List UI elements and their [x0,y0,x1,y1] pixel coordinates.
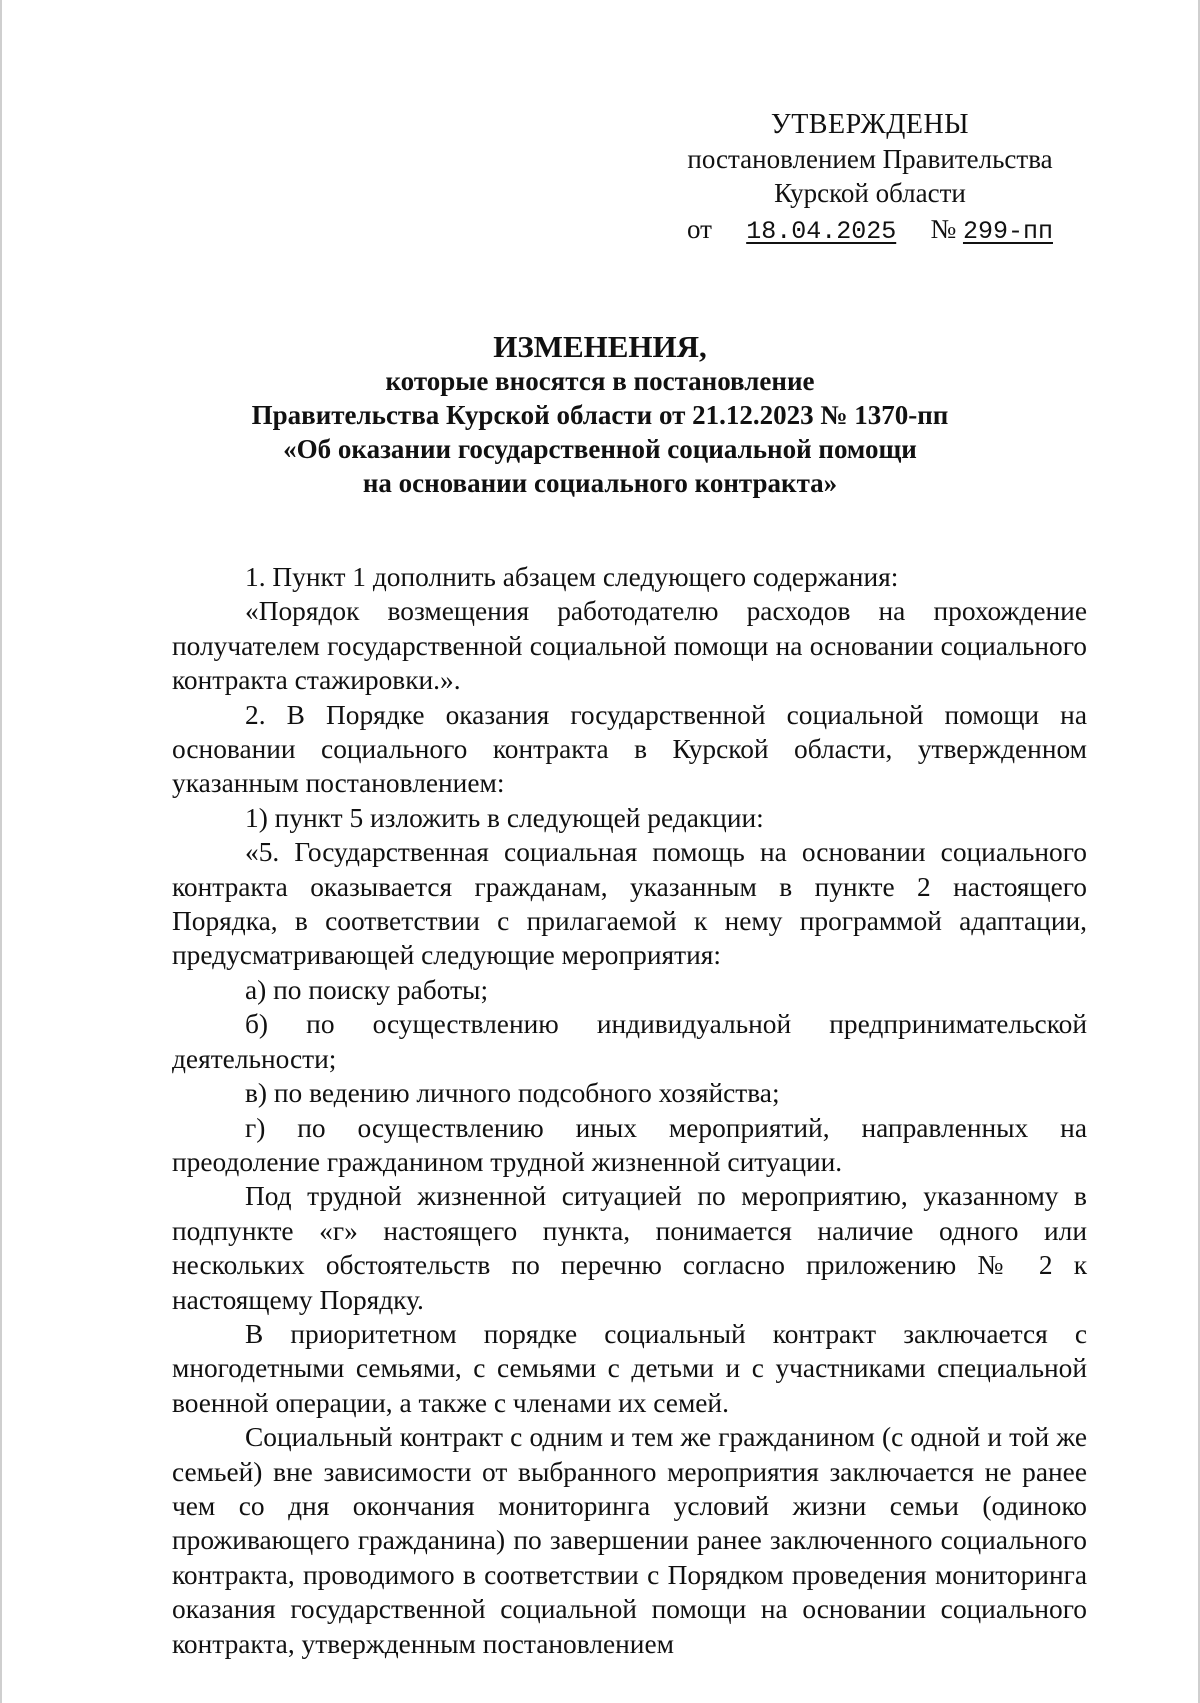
document-heading: ИЗМЕНЕНИЯ, [493,329,707,364]
approval-date-line [660,212,1080,249]
body-paragraph: в) по ведению личного подсобного хозяйства; [245,1078,780,1109]
title-line-4: на основании социального контракта» [362,468,838,498]
body-paragraph: 2. В Порядке оказания государственной социальной помощи на основании социального контракта в Курской области, утвержденном указанным постановлением: [172,699,1087,799]
date-prefix: от [687,214,712,244]
body-paragraph: 1) пункт 5 изложить в следующей редакции: [245,802,764,833]
body-paragraph: г) по осуществлению иных мероприятий, направленных на преодоление гражданином трудной жизненной ситуации. [172,1112,1087,1177]
approval-title: УТВЕРЖДЕНЫ [770,109,970,140]
page-left-edge [0,0,2,1703]
approval-date: 18.04.2025 [746,217,897,246]
body-paragraph: «5. Государственная социальная помощь на основании социального контракта оказывается гражданам, указанным в пункте 2 настоящего Порядка, в соответствии с прилагаемой к нему программой адаптации, предусматривающей следующие мероприятия: [172,837,1087,971]
body-paragraph: 1. Пункт 1 дополнить абзацем следующего содержания: [245,562,899,592]
body-paragraph: а) по поиску работы; [245,974,489,1005]
document-title-block [150,330,1050,500]
body-paragraph: б) по осуществлению индивидуальной предпринимательской деятельности; [172,1009,1087,1074]
body-paragraph: «Порядок возмещения работодателю расходов на прохождение получателем государственной социальной помощи на основании социального контракта стажировки.». [172,596,1087,696]
body-paragraph: В приоритетном порядке социальный контракт заключается с многодетными семьями, с семьями с детьми и с участниками специальной военной операции, а также с членами их семей. [172,1318,1087,1418]
title-line-1: которые вносятся в постановление [385,366,815,396]
approval-number: 299-пп [962,217,1053,246]
approval-line-2: Курской области [774,178,966,208]
body-paragraph: Под трудной жизненной ситуацией по мероприятию, указанному в подпункте «г» настоящего пункта, понимается наличие одного или нескольких обстоятельств по перечню согласно приложению № 2 к настоящему Порядку. [172,1181,1087,1315]
number-prefix: № [930,214,957,244]
title-line-2: Правительства Курской области от 21.12.2023 № 1370-пп [251,400,949,430]
body-paragraph: Социальный контракт с одним и тем же гражданином (с одной и той же семьей) вне зависимости от выбранного мероприятия заключается не ранее чем со дня окончания мониторинга условий жизни семьи (одиноко проживающего гражданина) по завершении ранее заключенного социального контракта, проводимого в соответствии с Порядком проведения мониторинга оказания государственной социальной помощи на основании социального контракта, утвержденным постановлением [172,1422,1087,1659]
title-line-3: «Об оказании государственной социальной помощи [283,434,917,464]
document-body [172,560,1087,1661]
approval-line-1: постановлением Правительства [687,144,1053,174]
approval-stamp-block [660,108,1080,249]
